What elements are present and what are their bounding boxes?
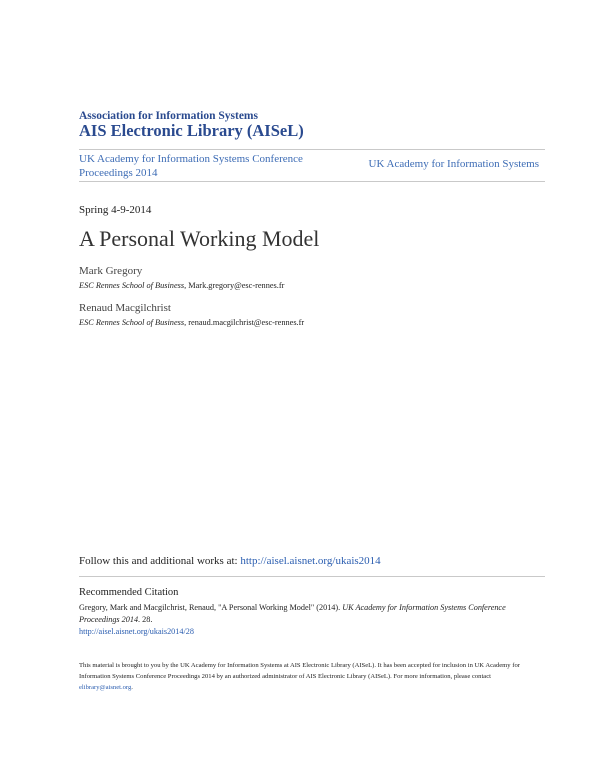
- notice-text: [79, 660, 545, 693]
- author-name: Renaud Macgilchrist: [79, 302, 171, 314]
- citation-text: [79, 602, 529, 638]
- citation-link[interactable]: http://aisel.aisnet.org/ukais2014/28: [79, 627, 194, 636]
- contact-email-link[interactable]: elibrary@aisnet.org: [79, 684, 132, 691]
- association-name[interactable]: Association for Information Systems: [79, 110, 258, 122]
- collection-link-proceedings[interactable]: UK Academy for Information Systems Conference Proceedings 2014: [79, 153, 303, 179]
- notice-end: .: [131, 684, 133, 691]
- publication-date: Spring 4-9-2014: [79, 204, 152, 216]
- follow-link[interactable]: http://aisel.aisnet.org/ukais2014: [240, 555, 381, 567]
- citation-venue: UK Academy for Information Systems Conference Proceedings 2014: [79, 603, 506, 624]
- affiliation-text: ESC Rennes School of Business: [79, 281, 185, 290]
- collection-header: [79, 149, 545, 182]
- author-email[interactable]: renaud.macgilchrist@esc-rennes.fr: [188, 318, 305, 327]
- author-affiliation: ESC Rennes School of Business, renaud.macgilchrist@esc-rennes.fr: [79, 318, 305, 327]
- paper-title: A Personal Working Model: [79, 226, 320, 251]
- citation-authors: Gregory, Mark and Macgilchrist, Renaud, "A Personal Working Model" (2014).: [79, 603, 341, 612]
- follow-line: [79, 555, 381, 567]
- follow-text: Follow this and additional works at:: [79, 555, 238, 567]
- author-email[interactable]: Mark.gregory@esc-rennes.fr: [188, 281, 285, 290]
- recommended-citation-heading: Recommended Citation: [79, 587, 179, 598]
- divider: [79, 576, 545, 577]
- affiliation-text: ESC Rennes School of Business: [79, 318, 185, 327]
- author-name: Mark Gregory: [79, 265, 143, 277]
- notice-body: This material is brought to you by the UK Academy for Information Systems at AIS Electronic Library (AISeL). It has been accepted for inclusion in UK Academy for Information Systems Conference Proceedings 2014 by an authorized administrator of AIS Electronic Library (AISeL). For more information, please contact: [79, 662, 520, 680]
- author-affiliation: ESC Rennes School of Business, Mark.gregory@esc-rennes.fr: [79, 281, 285, 290]
- library-title-link[interactable]: AIS Electronic Library (AISeL): [79, 121, 304, 140]
- collection-link-ukais[interactable]: UK Academy for Information Systems: [368, 158, 539, 170]
- citation-number: . 28.: [138, 615, 153, 624]
